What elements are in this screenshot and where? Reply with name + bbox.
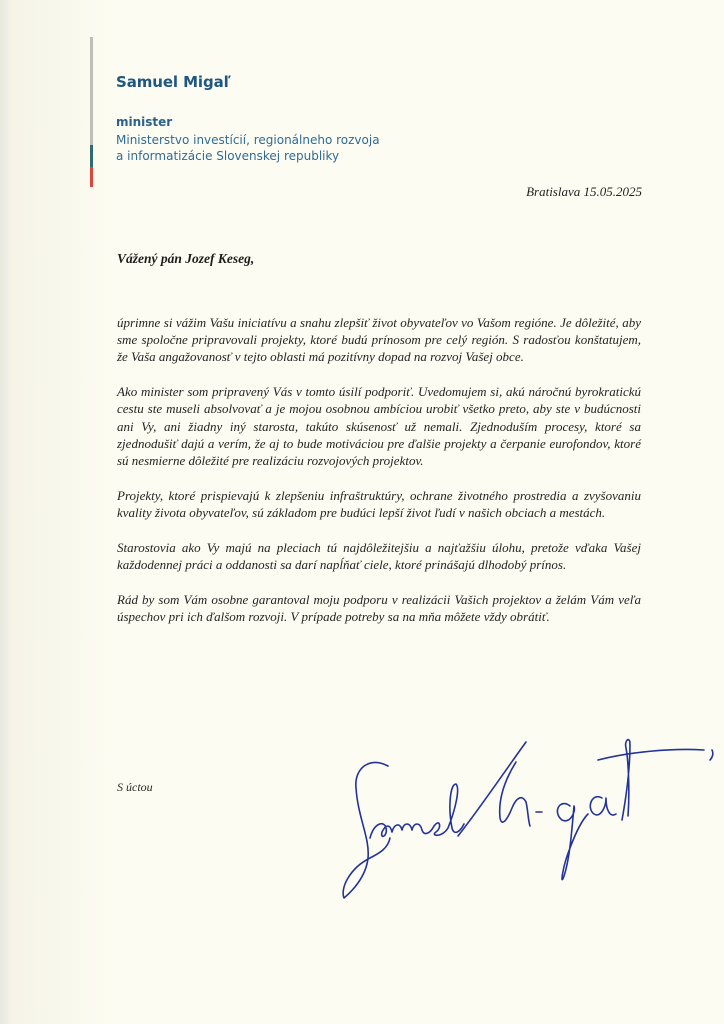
letter-body: [117, 314, 641, 643]
signature-stroke: [710, 750, 713, 760]
signature-stroke: [458, 742, 526, 836]
scan-shading: [12, 0, 112, 1024]
letterhead-organization: [116, 132, 380, 164]
letterhead-bar-teal: [90, 145, 93, 167]
paragraph: Projekty, ktoré prispievajú k zlepšeniu infraštruktúry, ochrane životného prostredia a zvyšovaniu kvality života obyvateľov, sú základom pre budúci lepší život ľudí v našich obciach a mestách.: [117, 487, 641, 521]
letterhead: [116, 73, 231, 91]
date-line: Bratislava 15.05.2025: [526, 184, 642, 199]
paragraph: úprimne si vážim Vašu iniciatívu a snahu zlepšiť život obyvateľov vo Vašom regióne. Je dôležité, aby sme spoločne pripravovali projekty, ktoré budú prínosom pre celý región. S radosťou konštatujem, že Vaša angažovanosť v tejto oblasti má pozitívny dopad na rozvoj Vašej obce.: [117, 315, 641, 365]
signature-stroke: [622, 740, 630, 820]
organization-line-2: a informatizácie Slovenskej republiky: [116, 149, 340, 163]
paragraph: Rád by som Vám osobne garantoval moju podporu v realizácii Vašich projektov a želám Vám veľa úspechov pri ich ďalšom rozvoji. V prípade potreby sa na mňa môžete vždy obrátiť.: [117, 591, 641, 625]
paragraph: Ako minister som pripravený Vás v tomto úsilí podporiť. Uvedomujem si, akú náročnú byrokratickú cestu ste museli absolvovať a je mojou osobnou ambíciou urobiť všetko preto, aby ste v budúcnosti ani Vy, ani žiadny iný starosta, takúto skúsenosť už nemali. Zjednoduším procesy, ktoré sa zjednodušiť dajú a verím, že aj to bude motiváciou pre ďalšie projekty a čerpanie eurofondov, ktoré sú nesmierne dôležité pre realizáciu rozvojových projektov.: [117, 384, 641, 469]
salutation: Vážený pán Jozef Keseg,: [117, 251, 255, 266]
signature-stroke: [590, 797, 616, 815]
letterhead-name: Samuel Migaľ: [116, 73, 231, 91]
letterhead-bar-red: [90, 167, 93, 187]
handwritten-signature: [330, 728, 720, 903]
signature-stroke: [557, 804, 588, 880]
signature-stroke: [598, 749, 704, 760]
paragraph: Starostovia ako Vy majú na pleciach tú najdôležitejšiu a najťažšiu úlohu, pretože vďaka Vašej každodennej práci a oddanosti sa darí napĺňať ciele, ktoré prinášajú dlhodobý prínos.: [117, 539, 641, 573]
organization-line-1: Ministerstvo investícií, regionálneho rozvoja: [116, 133, 380, 147]
letterhead-bar-gray: [90, 37, 93, 145]
closing: S úctou: [117, 780, 153, 794]
signature-stroke: [370, 784, 464, 838]
scan-page-edge: [0, 0, 12, 1024]
letterhead-position: minister: [116, 115, 173, 129]
